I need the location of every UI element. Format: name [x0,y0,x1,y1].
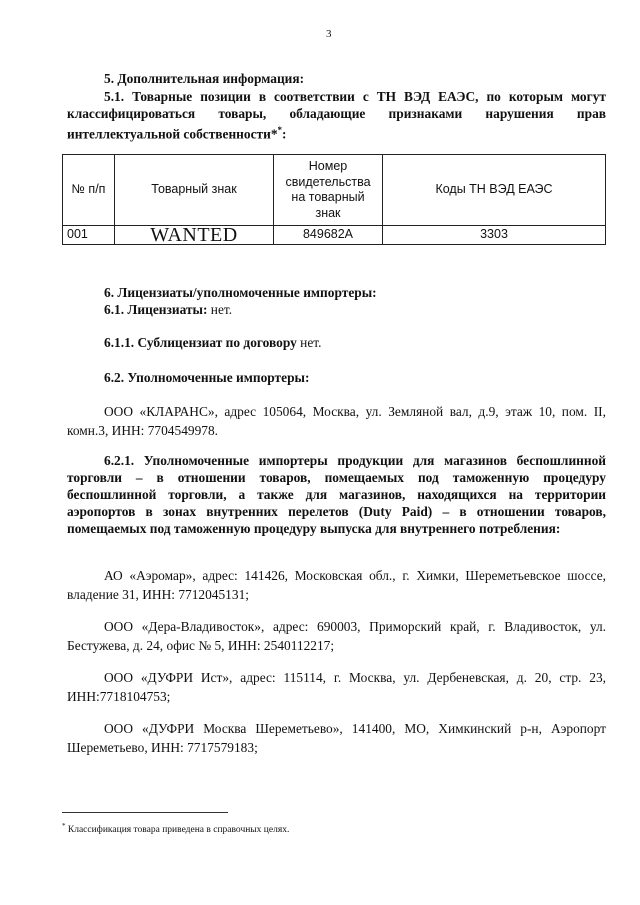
importer-dera-vladivostok: ООО «Дера-Владивосток», адрес: 690003, Приморский край, г. Владивосток, ул. Бестужева, д. 24, офис № 5, ИНН: 2540112217; [67,619,606,653]
certificate-number: 849682A [274,226,383,245]
importer-clarins: ООО «КЛАРАНС», адрес 105064, Москва, ул. Земляной вал, д.9, этаж 10, пом. II, комн.3, ИНН: 7704549978. [67,404,606,438]
importer-dufry-east: ООО «ДУФРИ Ист», адрес: 115114, г. Москва, ул. Дербеневская, д. 20, стр. 23, ИНН:7718104753; [67,670,606,704]
importer-dufry-sheremetyevo: ООО «ДУФРИ Москва Шереметьево», 141400, МО, Химкинский р-н, Аэропорт Шереметьево, ИНН: 7717579183; [67,721,606,755]
licensees-line [104,301,232,318]
table-header-row [63,155,606,226]
footnote-separator [62,812,228,813]
column-header-certificate: Номер свидетельства на товарный знак [274,155,383,226]
section-5-1-text: Товарные позиции в соответствии с ТН ВЭД ЕАЭС, по которым могут классифицироваться товары, обладающие признаками нарушения прав интеллектуальной собственности* [67,89,606,142]
column-header-trademark: Товарный знак [115,155,274,226]
footnote-text: Классификация товара приведена в справочных целях. [65,825,290,836]
footnote-ref: * [277,125,283,135]
row-number: 001 [63,226,115,245]
licensees-label: 6.1. Лицензиаты: [104,302,208,317]
trademark-table [62,154,606,245]
importer-aeromar: АО «Аэромар», адрес: 141426, Московская обл., г. Химки, Шереметьевское шоссе, владение 31, ИНН: 7712045131; [67,568,606,602]
page-number: 3 [326,28,332,40]
footnote [62,820,289,836]
section-5-1-paragraph: 5.1. Товарные позиции в соответствии с ТН ВЭД ЕАЭС, по которым могут классифицироваться товары, обладающие признаками нарушения прав интеллектуальной собственности**: [67,89,606,142]
sublicense-label: 6.1.1. Сублицензиат по договору [104,335,297,350]
sublicense-value: нет. [296,335,322,350]
trademark-wordmark: WANTED [115,226,274,245]
tnved-code: 3303 [383,226,606,245]
duty-free-paragraph: 6.2.1. Уполномоченные импортеры продукции для магазинов беспошлинной торговли – в отношении товаров, помещаемых под таможенную процедуру беспошлинной торговли, а также для магазинов, находящихся на территории аэропортов в зонах внутренних перелетов (Duty Paid) – в отношении товаров, помещаемых под таможенную процедуру выпуска для внутреннего потребления: [67,453,606,536]
table-row [63,226,606,245]
footnote-mark: * [62,822,66,830]
importers-heading: 6.2. Уполномоченные импортеры: [104,370,310,385]
column-header-codes: Коды ТН ВЭД ЕАЭС [383,155,606,226]
section-5-1-number: 5.1. [104,89,125,104]
section-5-heading: 5. Дополнительная информация: [104,71,305,86]
column-header-number: № п/п [63,155,115,226]
sublicense-line [104,334,321,351]
section-6-heading: 6. Лицензиаты/уполномоченные импортеры: [104,285,377,300]
licensees-value: нет. [207,302,233,317]
